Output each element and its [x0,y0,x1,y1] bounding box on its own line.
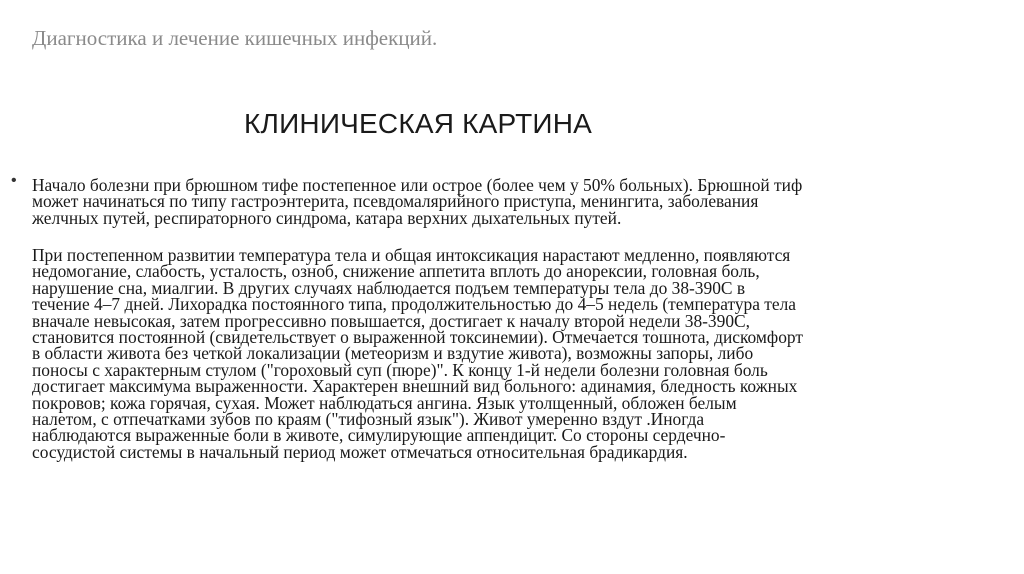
paragraph-development [32,247,803,460]
paragraph-line: При постепенном развитии температура тела и общая интоксикация нарастают медленно, появляются [32,245,791,265]
paragraph-line: наблюдаются выраженные боли в животе, симулирующие аппендицит. Со стороны сердечно- [32,425,726,446]
paragraph-line: течение 4–7 дней. Лихорадка постоянного типа, продолжительностью до 4–5 недель (температура тела [32,294,797,315]
header-title: Диагностика и лечение кишечных инфекций. [32,26,438,50]
paragraph-line: достигает максимума выраженности. Характерен внешний вид больного: адинамия, бледность кожных [32,376,798,397]
paragraph-line: может начинаться по типу гастроэнтерита, псевдомалярийного приступа, менингита, заболевания [32,191,759,212]
paragraph-line: становится постоянной (свидетельствует о выраженной токсинемии). Отмечается тошнота, дискомфорт [32,327,803,348]
paragraph-line: вначале невысокая, затем прогрессивно повышается, достигает к началу второй недели 38-390С, [32,310,750,331]
paragraph-onset [32,177,802,226]
paragraph-line: нарушение сна, миалгии. В других случаях наблюдается подъем температуры тела до 38-390С в [32,277,746,298]
bullet-marker: • [11,172,17,189]
paragraph-line: недомогание, слабость, усталость, озноб, снижение аппетита вплоть до анорексии, головная боль, [32,261,760,282]
paragraph-line: налетом, с отпечатками зубов по краям ("тифозный язык"). Живот умеренно вздут .Иногда [32,409,705,430]
paragraph-line: сосудистой системы в начальный период может отмечаться относительная брадикардия. [32,441,688,462]
paragraph-line: поносы с характерным стулом ("гороховый суп (пюре)". К концу 1-й недели болезни головная боль [32,359,768,380]
paragraph-line: желчных путей, респираторного синдрома, катара верхних дыхательных путей. [32,207,622,228]
paragraph-line: Начало болезни при брюшном тифе постепенное или острое (более чем у 50% больных). Брюшной тиф [32,175,803,195]
paragraph-line: в области живота без четкой локализации (метеоризм и вздутие живота), возможны запоры, либо [32,343,754,364]
paragraph-line: покровов; кожа горячая, сухая. Может наблюдаться ангина. Язык утолщенный, обложен белым [32,392,737,413]
slide-title: КЛИНИЧЕСКАЯ КАРТИНА [244,108,593,139]
